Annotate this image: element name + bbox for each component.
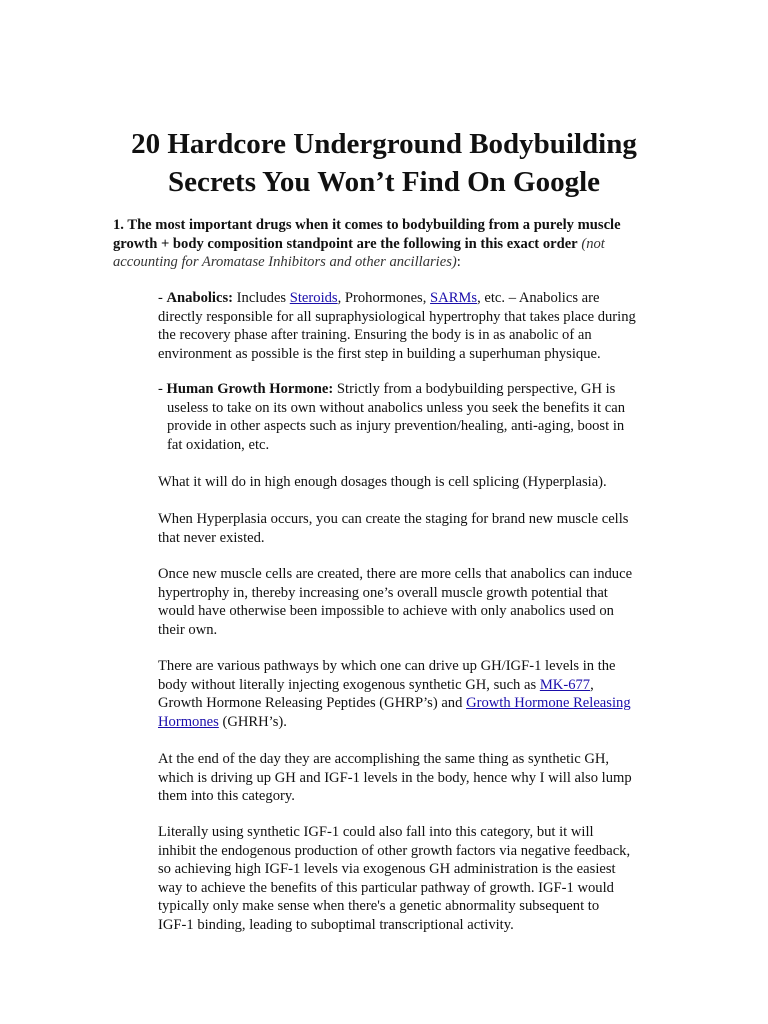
ghrh-link-part-2[interactable]: Hormones — [158, 713, 219, 730]
splicing-line: What it will do in high enough dosages though is cell splicing (Hyperplasia). — [158, 474, 607, 490]
intro-paragraph — [113, 216, 653, 272]
igf1-line-6: IGF-1 binding, leading to suboptimal transcriptional activity. — [158, 916, 514, 933]
intro-bold-line-1: 1. The most important drugs when it comes to bodybuilding from a purely muscle — [113, 217, 621, 233]
comma: , — [590, 676, 594, 693]
hgh-text-1: Strictly from a bodybuilding perspective, GH is — [333, 381, 616, 397]
intro-bold-line-2: growth + body composition standpoint are the following in this exact order — [113, 235, 578, 252]
same-thing-paragraph — [158, 750, 658, 806]
hyperplasia-line-2: that never existed. — [158, 529, 265, 546]
anabolics-text-1: , etc. – Anabolics are — [477, 290, 600, 306]
anabolics-line-2: directly responsible for all supraphysiological hypertrophy that takes place during — [158, 308, 636, 325]
new-cells-line-4: their own. — [158, 621, 218, 638]
igf1-line-2: inhibit the endogenous production of other growth factors via negative feedback, — [158, 842, 631, 859]
hyperplasia-paragraph — [158, 510, 658, 547]
same-thing-line-2: which is driving up GH and IGF-1 levels in the body, hence why I will also lump — [158, 769, 632, 786]
prohormones-text: , Prohormones, — [337, 290, 431, 306]
includes-text: Includes — [233, 290, 290, 306]
hyperplasia-line-1: When Hyperplasia occurs, you can create the staging for brand new muscle cells — [158, 511, 629, 527]
steroids-link[interactable]: Steroids — [289, 290, 338, 306]
anabolics-paragraph — [158, 289, 658, 363]
hgh-line-3: provide in other aspects such as injury prevention/healing, anti-aging, boost in — [167, 418, 625, 434]
new-cells-line-2: hypertrophy in, thereby increasing one’s overall muscle growth potential that — [158, 584, 608, 601]
new-cells-line-3: would have otherwise been impossible to achieve with only anabolics used on — [158, 603, 614, 619]
anabolics-label: Anabolics: — [166, 290, 234, 306]
igf1-paragraph — [158, 823, 658, 934]
anabolics-line-3: the recovery phase after training. Ensuring the body is in as anabolic of an — [158, 327, 592, 343]
pathways-line-1: There are various pathways by which one can drive up GH/IGF-1 levels in the — [158, 658, 616, 674]
title-line-2: Secrets You Won’t Find On Google — [167, 166, 601, 198]
intro-italic-a: (not — [581, 235, 605, 252]
ghrh-link-part-1[interactable]: Growth Hormone Releasing — [466, 695, 631, 711]
hgh-paragraph — [158, 380, 658, 454]
ghrh-abbrev: (GHRH’s). — [218, 713, 287, 730]
pathways-line-2-text: body without literally injecting exogenous synthetic GH, such as — [158, 676, 540, 693]
hgh-line-4: fat oxidation, etc. — [167, 436, 270, 453]
igf1-line-1: Literally using synthetic IGF-1 could also fall into this category, but it will — [158, 824, 594, 840]
anabolics-line-4: environment as possible is the first step in building a superhuman physique. — [158, 345, 601, 362]
new-cells-line-1: Once new muscle cells are created, there are more cells that anabolics can induce — [158, 566, 633, 582]
intro-colon: : — [456, 254, 461, 270]
hgh-label: Human Growth Hormone: — [166, 381, 334, 397]
intro-italic-b: accounting for Aromatase Inhibitors and other ancillaries) — [113, 254, 457, 270]
hgh-line-2: useless to take on its own without anabolics unless you seek the benefits it can — [167, 399, 625, 416]
pathways-paragraph — [158, 657, 658, 731]
pathways-line-3-text: Growth Hormone Releasing Peptides (GHRP’s) and — [158, 695, 467, 711]
same-thing-line-3: them into this category. — [158, 788, 295, 804]
sarms-link[interactable]: SARMs — [430, 290, 478, 306]
new-cells-paragraph — [158, 565, 658, 639]
dash: - — [158, 381, 167, 397]
title-line-1: 20 Hardcore Underground Bodybuilding — [131, 128, 637, 160]
page-title — [0, 125, 768, 201]
splicing-paragraph — [158, 473, 658, 492]
mk677-link[interactable]: MK-677 — [539, 676, 591, 693]
igf1-line-4: way to achieve the benefits of this particular pathway of growth. IGF-1 would — [158, 879, 614, 896]
igf1-line-5: typically only make sense when there's a genetic abnormality subsequent to — [158, 898, 600, 914]
same-thing-line-1: At the end of the day they are accomplishing the same thing as synthetic GH, — [158, 751, 610, 767]
igf1-line-3: so achieving high IGF-1 levels via exogenous GH administration is the easiest — [158, 861, 616, 877]
dash: - — [158, 290, 167, 306]
